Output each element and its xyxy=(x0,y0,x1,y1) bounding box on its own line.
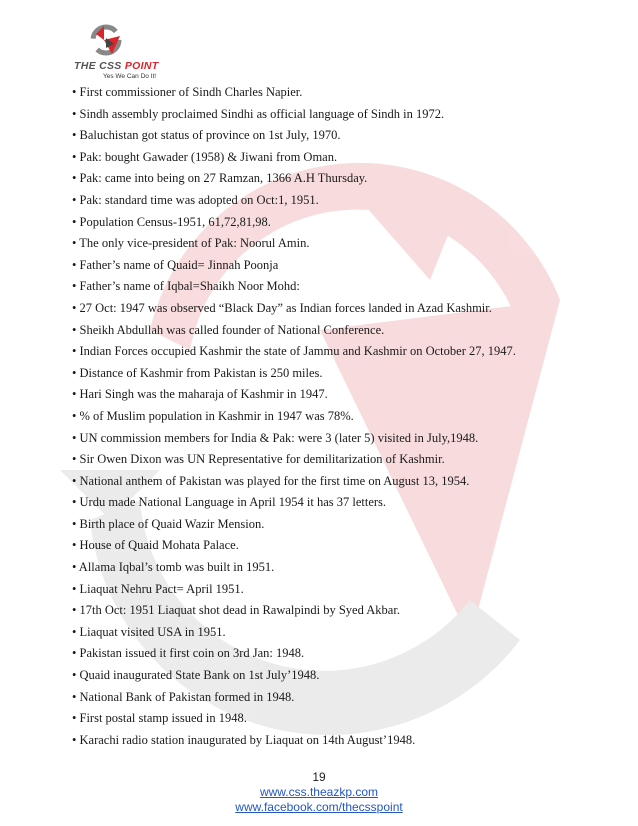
page-footer xyxy=(0,770,638,815)
list-item: • Sindh assembly proclaimed Sindhi as official language of Sindh in 1972. xyxy=(72,106,445,121)
list-item: • First commissioner of Sindh Charles Napier. xyxy=(72,85,303,99)
logo-name: THE CSS POINT xyxy=(74,60,159,72)
fact-list xyxy=(72,82,572,751)
list-item: • Birth place of Quaid Wazir Mension. xyxy=(72,516,265,531)
list-item: • National anthem of Pakistan was played for the first time on August 13, 1954. xyxy=(72,473,470,488)
logo-tagline: Yes We Can Do It! xyxy=(103,73,157,80)
list-item: • Father’s name of Iqbal=Shaikh Noor Mohd: xyxy=(72,279,300,294)
list-item: • Allama Iqbal’s tomb was built in 1951. xyxy=(72,560,275,575)
page-number: 19 xyxy=(312,770,326,784)
list-item: • Father’s name of Quaid= Jinnah Poonja xyxy=(72,257,279,272)
list-item: • National Bank of Pakistan formed in 1948. xyxy=(72,689,295,704)
facebook-link[interactable]: www.facebook.com/thecsspoint xyxy=(235,800,403,814)
list-item: • Pakistan issued it first coin on 3rd Jan: 1948. xyxy=(72,646,305,661)
list-item: • Urdu made National Language in April 1954 it has 37 letters. xyxy=(72,495,387,510)
list-item: • House of Quaid Mohata Palace. xyxy=(72,538,239,553)
list-item: • The only vice-president of Pak: Noorul Amin. xyxy=(72,236,310,251)
list-item: • Hari Singh was the maharaja of Kashmir in 1947. xyxy=(72,387,328,402)
list-item: • Pak: bought Gawader (1958) & Jiwani from Oman. xyxy=(72,149,338,164)
list-item: • Sir Owen Dixon was UN Representative for demilitarization of Kashmir. xyxy=(72,452,445,467)
list-item: • Distance of Kashmir from Pakistan is 250 miles. xyxy=(72,365,323,380)
list-item: • Liaquat visited USA in 1951. xyxy=(72,624,226,639)
list-item: • UN commission members for India & Pak: were 3 (later 5) visited in July,1948. xyxy=(72,430,479,445)
list-item: • % of Muslim population in Kashmir in 1947 was 78%. xyxy=(72,408,354,423)
list-item: • Indian Forces occupied Kashmir the state of Jammu and Kashmir on October 27, 1947. xyxy=(72,344,516,359)
list-item: • Pak: standard time was adopted on Oct:1, 1951. xyxy=(72,192,319,207)
list-item: • 27 Oct: 1947 was observed “Black Day” as Indian forces landed in Azad Kashmir. xyxy=(72,300,492,315)
list-item: • Population Census-1951, 61,72,81,98. xyxy=(72,214,271,229)
list-item: • First postal stamp issued in 1948. xyxy=(72,711,247,726)
list-item: • Karachi radio station inaugurated by Liaquat on 14th August’1948. xyxy=(72,732,416,747)
list-item: • Pak: came into being on 27 Ramzan, 1366 A.H Thursday. xyxy=(72,171,368,186)
list-item: • Baluchistan got status of province on 1st July, 1970. xyxy=(72,128,341,143)
list-item: • 17th Oct: 1951 Liaquat shot dead in Rawalpindi by Syed Akbar. xyxy=(72,603,400,618)
list-item: • Liaquat Nehru Pact= April 1951. xyxy=(72,581,244,596)
website-link[interactable]: www.css.theazkp.com xyxy=(259,785,379,799)
list-item: • Quaid inaugurated State Bank on 1st July’1948. xyxy=(72,668,320,683)
list-item: • Sheikh Abdullah was called founder of National Conference. xyxy=(72,322,385,337)
